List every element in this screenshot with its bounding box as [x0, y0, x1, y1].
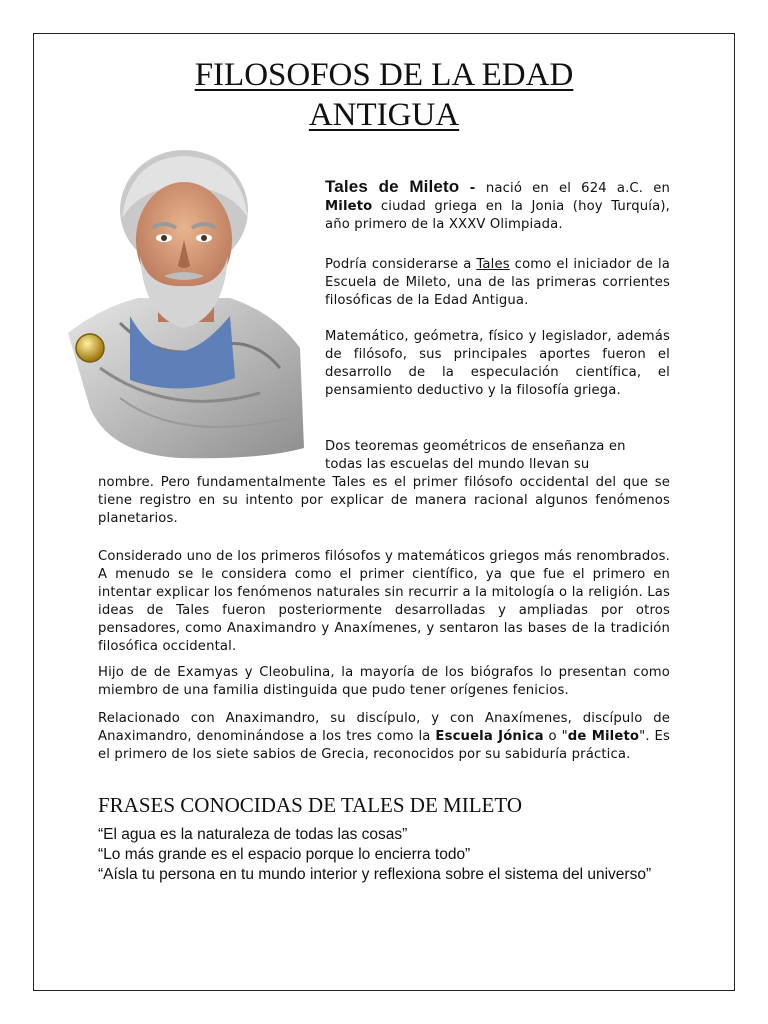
- quote-3: “Aísla tu persona en tu mundo interior y reflexiona sobre el sistema del universo”: [98, 866, 652, 883]
- paragraph-2: Podría considerarse a Tales como el iniciador de la Escuela de Mileto, una de las primeras corrientes filosóficas de la Edad Antigua.: [325, 257, 670, 308]
- philosopher-portrait-icon: [60, 148, 308, 460]
- paragraph-7: Relacionado con Anaximandro, su discípulo, y con Anaxímenes, discípulo de Anaximandro, denominándose a los tres como la Escuela Jónica o "de Mileto". Es el primero de los siete sabios de Grecia, reconocidos por su sabiduría práctica.: [98, 711, 671, 762]
- tales-link[interactable]: Tales: [476, 257, 510, 272]
- page-title-line-1: FILOSOFOS DE LA EDAD: [194, 57, 574, 93]
- city-name: Mileto: [325, 199, 373, 214]
- school-name-alt: de Mileto: [567, 729, 640, 744]
- paragraph-5: Considerado uno de los primeros filósofos y matemáticos griegos más renombrados. A menudo se le considera como el primer científico, ya que fue el primero en intentar explicar los fenómenos naturales sin recurrir a la mitología o la religión. Las ideas de Tales fueron posteriormente desarrolladas y ampliadas por otros pensadores, como Anaximandro y Anaxímenes, y sentaron las bases de la tradición filosófica occidental.: [98, 549, 670, 654]
- quote-1: “El agua es la naturaleza de todas las cosas”: [98, 826, 408, 843]
- school-name: Escuela Jónica: [435, 729, 544, 744]
- intro-paragraph: Tales de Mileto - nació en el 624 a.C. en Mileto ciudad griega en la Jonia (hoy Turquía), año primero de la XXXV Olimpiada.: [325, 177, 670, 232]
- paragraph-3: Matemático, geómetra, físico y legislador, además de filósofo, sus principales aportes fueron el desarrollo de la especulación científica, el pensamiento deductivo y la filosofía griega.: [325, 329, 670, 398]
- paragraph-4-line-2: todas las escuelas del mundo llevan su: [325, 457, 590, 472]
- paragraph-4-rest: nombre. Pero fundamentalmente Tales es el primer filósofo occidental del que se tiene registro en su intento por explicar de manera racional algunos fenómenos planetarios.: [98, 475, 670, 526]
- quote-2: “Lo más grande es el espacio porque lo encierra todo”: [98, 846, 471, 863]
- page-title-line-2: ANTIGUA: [308, 97, 460, 133]
- quotes-heading: FRASES CONOCIDAS DE TALES DE MILETO: [98, 793, 522, 817]
- philosopher-name: Tales de Mileto: [325, 177, 460, 196]
- paragraph-6: Hijo de de Examyas y Cleobulina, la mayoría de los biógrafos lo presentan como miembro de una familia distinguida que pudo tener orígenes fenicios.: [98, 665, 670, 698]
- paragraph-4-line-1: Dos teoremas geométricos de enseñanza en: [325, 439, 626, 454]
